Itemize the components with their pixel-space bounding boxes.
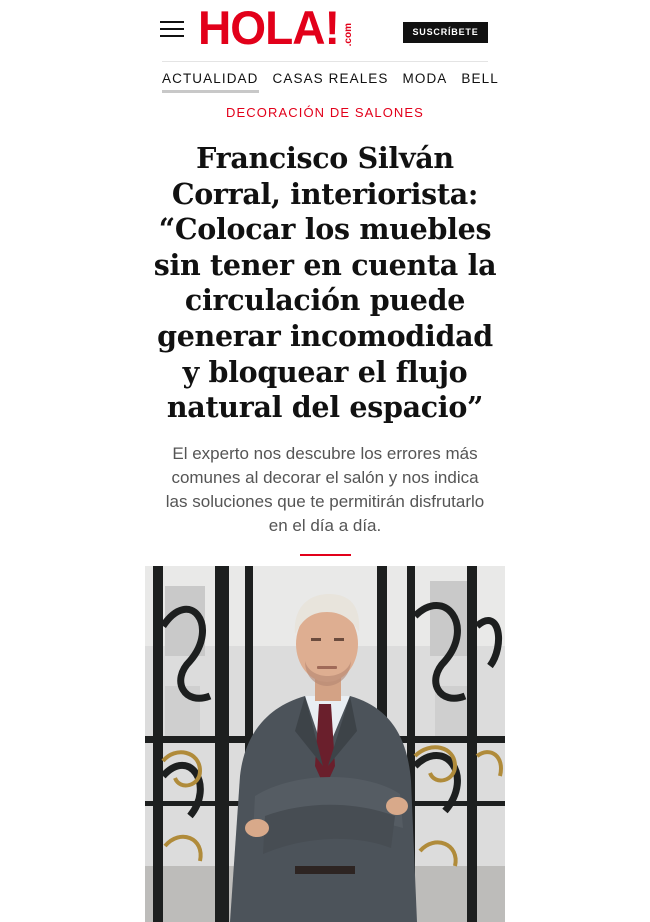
header-divider — [162, 61, 488, 62]
logo-suffix: .com — [342, 22, 354, 46]
article-title: Francisco Silván Corral, interiorista: “Colocar los muebles sin tener en cuenta la circulación puede generar incomodidad y bloquear el flujo natural del espacio” — [153, 141, 497, 425]
accent-divider — [300, 554, 351, 556]
section-nav — [162, 68, 505, 94]
logo-text: HOLA! — [198, 1, 339, 54]
article-category-link[interactable]: DECORACIÓN DE SALONES — [226, 105, 424, 120]
nav-item-casas-reales[interactable]: CASAS REALES — [272, 71, 389, 86]
site-logo[interactable] — [198, 1, 354, 54]
nav-item-belleza[interactable]: BELL — [461, 71, 499, 86]
nav-item-actualidad[interactable]: ACTUALIDAD — [162, 68, 259, 90]
article-subtitle: El experto nos descubre los errores más comunes al decorar el salón y nos indica las soluciones que te permitirán disfrutarlo en el día a día. — [165, 444, 485, 535]
site-header — [145, 0, 505, 62]
nav-item-moda[interactable]: MODA — [402, 71, 448, 86]
article-hero-photo — [145, 566, 505, 922]
hamburger-menu-icon[interactable] — [160, 19, 184, 39]
subscribe-button[interactable]: SUSCRÍBETE — [403, 22, 488, 43]
